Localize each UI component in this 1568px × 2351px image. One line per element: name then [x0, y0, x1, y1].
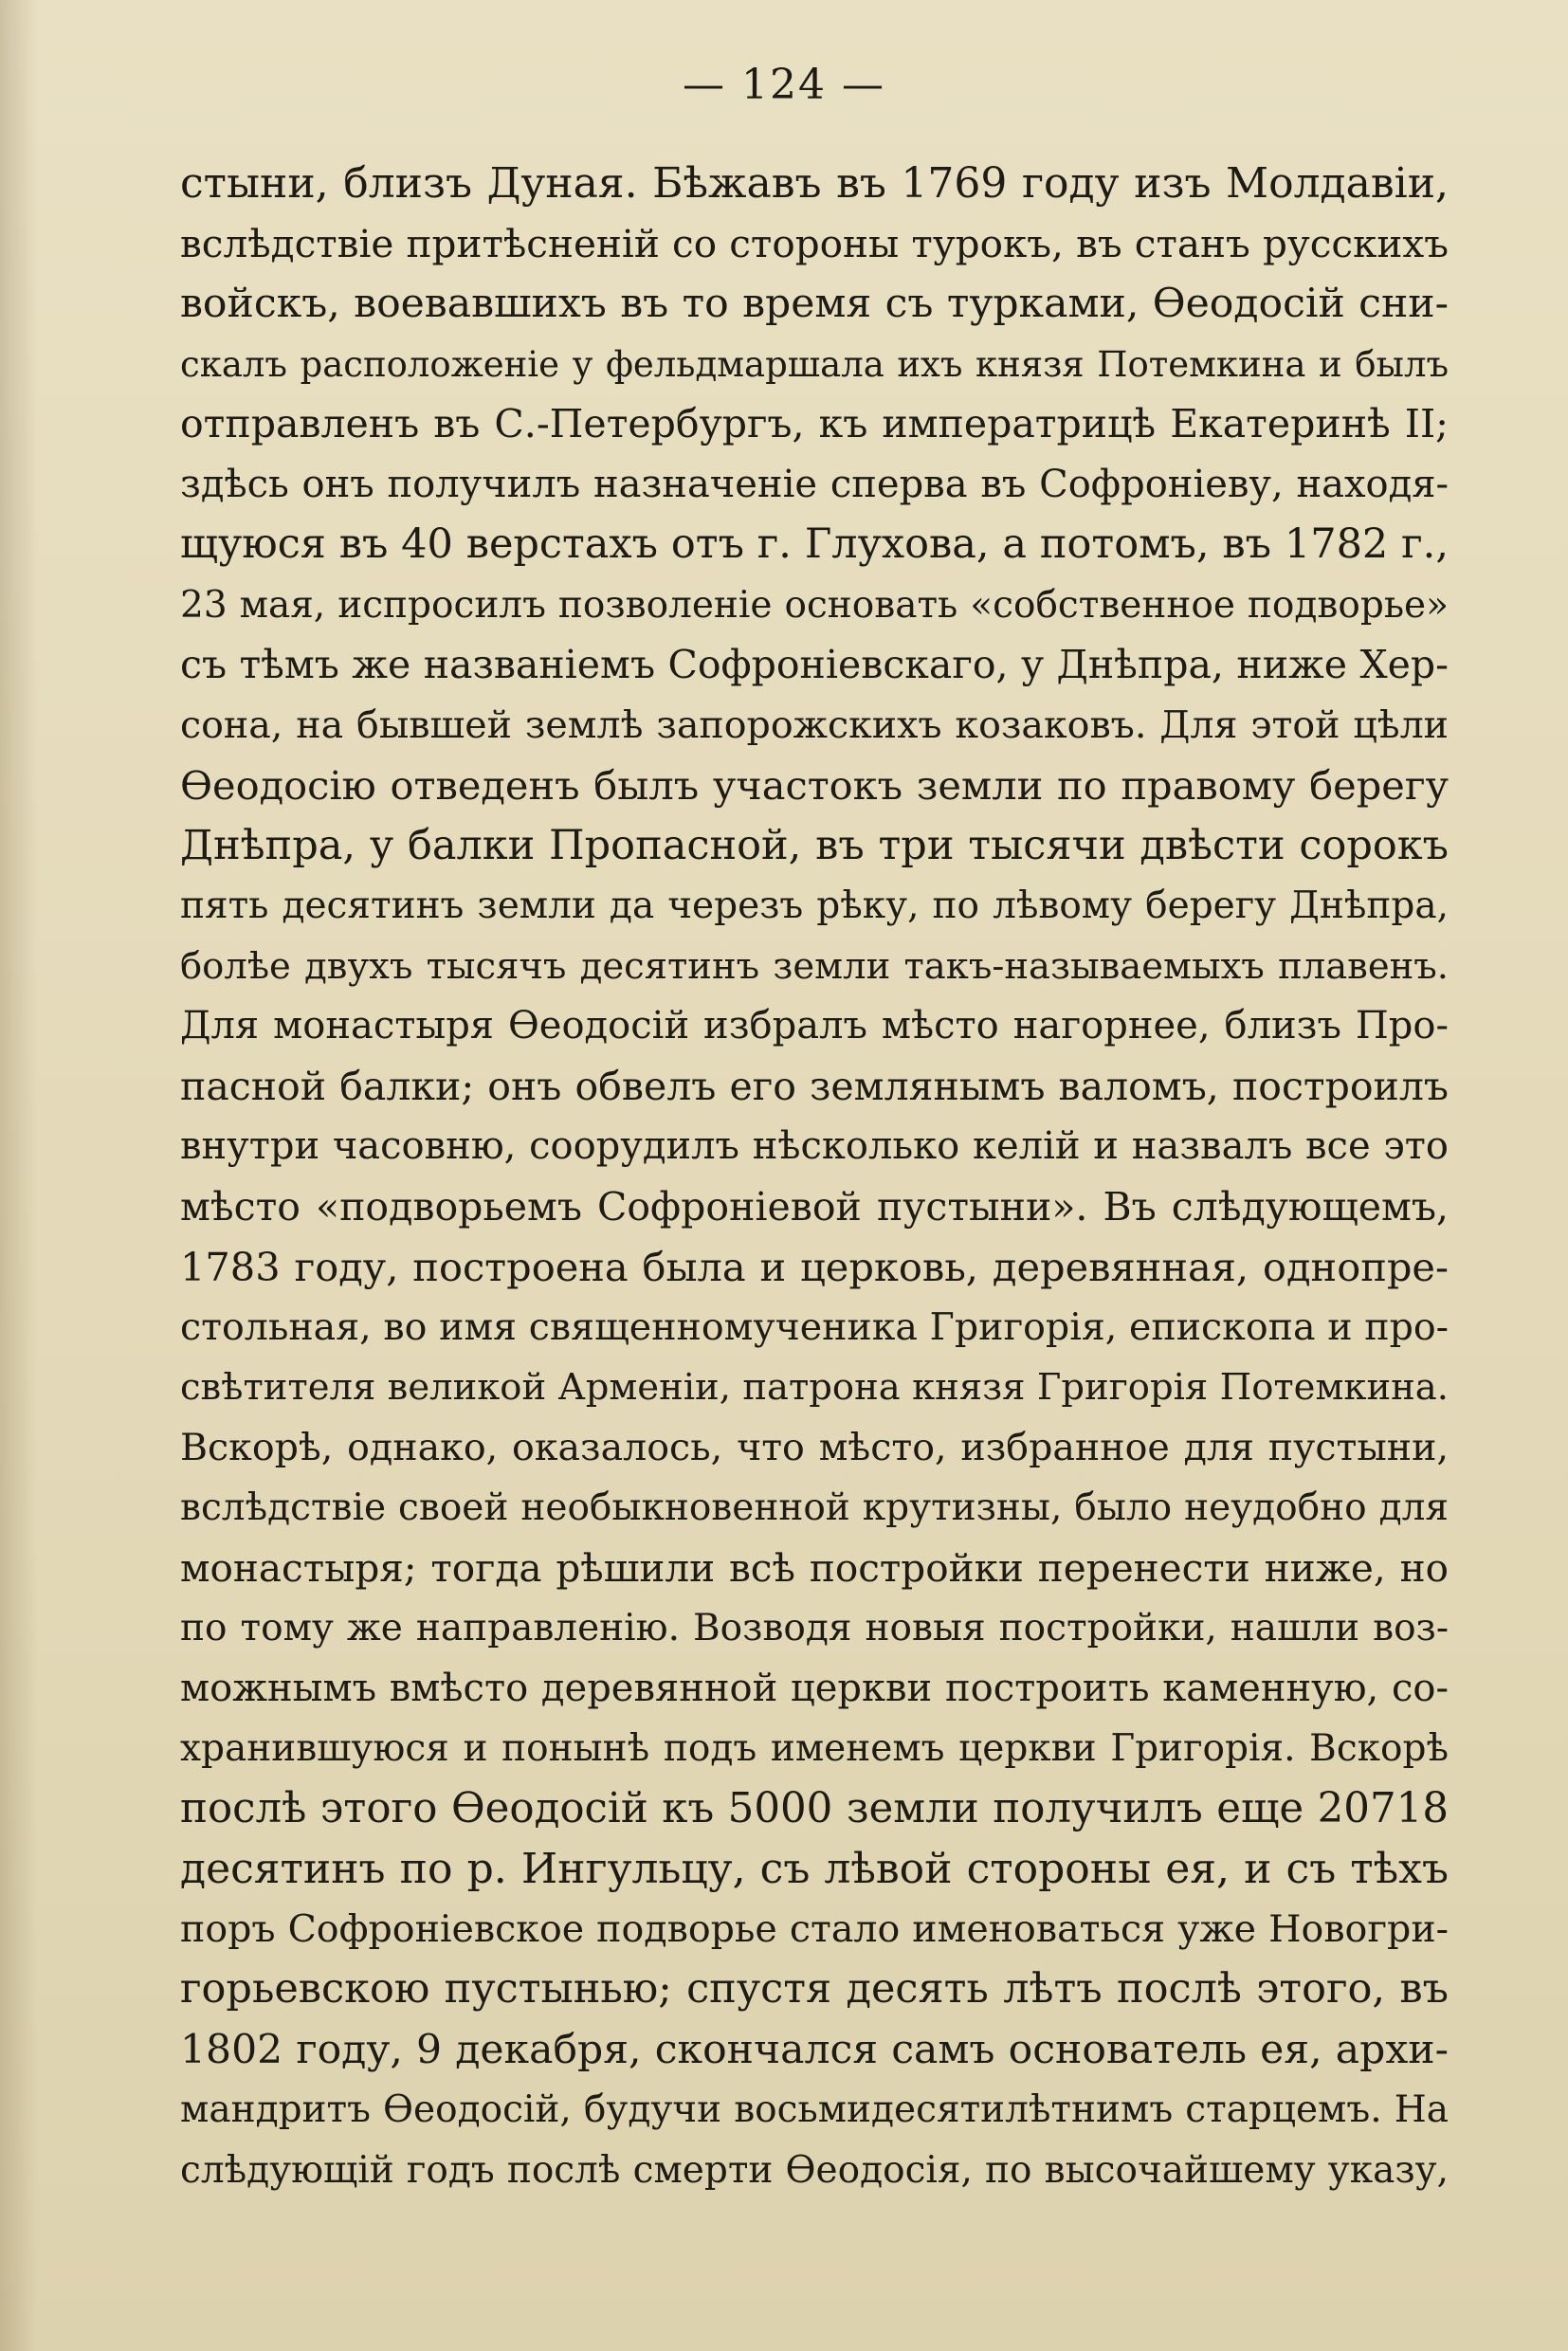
text-line: мѣсто «подворьемъ Софроніевой пустыни». Въ слѣдующемъ,	[180, 1183, 1449, 1230]
text-line: щуюся въ 40 верстахъ отъ г. Глухова, а потомъ, въ 1782 г.,	[180, 520, 1449, 568]
text-line: внутри часовню, соорудилъ нѣсколько келій и назвалъ все это	[180, 1124, 1449, 1168]
text-line: монастыря; тогда рѣшили всѣ постройки перенести ниже, но	[180, 1544, 1449, 1591]
text-line: здѣсь онъ получилъ назначеніе сперва въ Софроніеву, находя-	[180, 462, 1449, 506]
text-line: сона, на бывшей землѣ запорожскихъ козаковъ. Для этой цѣли	[180, 702, 1449, 747]
text-line: Днѣпра, у балки Пропасной, въ три тысячи двѣсти сорокъ	[180, 821, 1449, 869]
text-line: болѣе двухъ тысячъ десятинъ земли такъ-называемыхъ плавенъ.	[180, 944, 1449, 988]
text-line: войскъ, воевавшихъ въ то время съ турками, Ѳеодосій сни-	[180, 281, 1449, 327]
text-line: скалъ расположеніе у фельдмаршала ихъ князя Потемкина и былъ	[180, 343, 1449, 385]
text-line: Для монастыря Ѳеодосій избралъ мѣсто нагорнее, близъ Про-	[180, 1004, 1449, 1048]
text-line: поръ Софроніевское подворье стало именоваться уже Новогри-	[180, 1906, 1449, 1951]
text-line: стольная, во имя священномученика Григорія, епископа и про-	[180, 1304, 1449, 1349]
text-line: горьевскою пустынью; спустя десять лѣтъ послѣ этого, въ	[180, 1965, 1449, 2013]
text-line: свѣтителя великой Арменіи, патрона князя Григорія Потемкина.	[180, 1366, 1449, 1409]
text-line: мандритъ Ѳеодосій, будучи восьмидесятилѣтнимъ старцемъ. На	[180, 2088, 1449, 2131]
text-line: стыни, близъ Дуная. Бѣжавъ въ 1769 году изъ Молдавіи,	[180, 159, 1449, 208]
text-line: можнымъ вмѣсто деревянной церкви построить каменную, со-	[180, 1666, 1449, 1710]
text-line: 23 мая, испросилъ позволеніе основать «собственное подворье»	[180, 583, 1449, 627]
text-line: Ѳеодосію отведенъ былъ участокъ земли по правому берегу	[180, 762, 1449, 809]
text-line: отправленъ въ С.-Петербургъ, къ императрицѣ Екатеринѣ II;	[180, 401, 1449, 447]
text-line: 1802 году, 9 декабря, скончался самъ основатель ея, архи-	[180, 2026, 1449, 2073]
text-line: слѣдующій годъ послѣ смерти Ѳеодосія, по высочайшему указу,	[180, 2148, 1449, 2192]
text-line: вслѣдствіе притѣсненій со стороны турокъ, въ станъ русскихъ	[180, 220, 1449, 266]
page-spine-shadow	[0, 0, 38, 2351]
body-text	[180, 154, 1449, 2200]
text-line: пасной балки; онъ обвелъ его землянымъ валомъ, построилъ	[180, 1063, 1449, 1109]
text-line: по тому же направленію. Возводя новыя постройки, нашли воз-	[180, 1607, 1449, 1649]
page-number: — 124 —	[683, 61, 885, 109]
text-line: пять десятинъ земли да черезъ рѣку, по лѣвому берегу Днѣпра,	[180, 884, 1449, 927]
text-line: вслѣдствіе своей необыкновенной крутизны, было неудобно для	[180, 1486, 1449, 1529]
text-line: десятинъ по р. Ингульцу, съ лѣвой стороны ея, и съ тѣхъ	[180, 1845, 1449, 1893]
text-line: 1783 году, построена была и церковь, деревянная, однопре-	[180, 1244, 1449, 1290]
text-line: Вскорѣ, однако, оказалось, что мѣсто, избранное для пустыни,	[180, 1425, 1449, 1469]
text-line: съ тѣмъ же названіемъ Софроніевскаго, у Днѣпра, ниже Хер-	[180, 642, 1449, 687]
text-line: послѣ этого Ѳеодосій къ 5000 земли получилъ еще 20718	[180, 1784, 1449, 1832]
text-line: хранившуюся и понынѣ подъ именемъ церкви Григорія. Вскорѣ	[180, 1727, 1449, 1770]
